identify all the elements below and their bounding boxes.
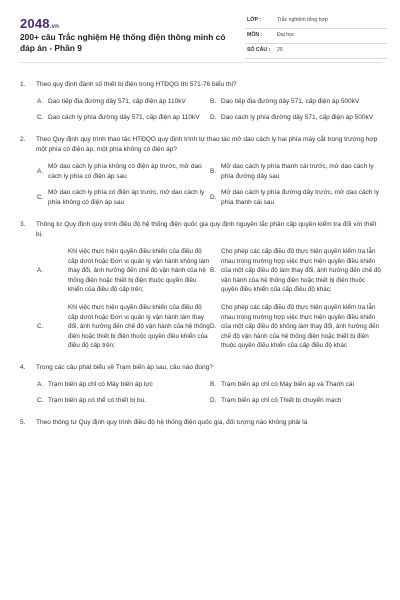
- option-letter: A.: [37, 98, 44, 105]
- option-b[interactable]: [210, 162, 382, 182]
- meta-label: MÔN :: [247, 32, 263, 38]
- meta-label: LỚP :: [247, 17, 262, 23]
- option-row: [37, 188, 382, 208]
- option-b[interactable]: [210, 247, 382, 295]
- meta-value: Trắc nghiệm tổng hợp: [277, 17, 328, 23]
- option-letter: A.: [37, 267, 43, 275]
- option-row: [37, 396, 382, 406]
- question-number: 5.: [20, 418, 26, 426]
- option-text: Trạm biến áp chỉ có Thiết bị chuyển mạch: [221, 396, 342, 404]
- option-text: Trạm biến áp chỉ có Máy biến áp lực: [48, 380, 153, 388]
- answer-options: [20, 380, 382, 406]
- meta-row-question-count: [245, 44, 387, 59]
- option-row: [37, 380, 382, 390]
- question-3: [20, 220, 382, 351]
- question-stem: [20, 220, 382, 240]
- question-text: Theo quy định đánh số thiết bị điện trong HTĐQG thì 571-76 biểu thị?: [36, 81, 237, 88]
- meta-value: 25: [277, 47, 283, 53]
- option-letter: D.: [210, 194, 217, 201]
- option-text: Dao tiếp địa đường dây 571, cấp điện áp 110kV: [48, 98, 186, 105]
- question-stem: [20, 135, 382, 155]
- document-title: 200+ câu Trắc nghiệm Hệ thống điện thông minh có đáp án - Phần 9: [20, 32, 226, 53]
- meta-label: SỐ CÂU :: [247, 47, 271, 53]
- option-text: Mở dao cách ly phía đường dây trước, mở dao cách ly phía thanh cái sau: [221, 189, 379, 206]
- option-text: Mở dao cách ly phía có điện áp trước, mở dao cách ly phía không có điện áp sau: [48, 189, 205, 206]
- option-row: [37, 247, 382, 295]
- option-d[interactable]: [210, 188, 382, 208]
- meta-row-subject: [245, 29, 387, 44]
- option-c[interactable]: [37, 303, 210, 351]
- option-letter: D.: [210, 114, 217, 121]
- question-number: 1.: [20, 81, 26, 88]
- question-stem: [20, 80, 382, 90]
- meta-value: Đại học: [277, 32, 295, 38]
- header-divider: [20, 62, 382, 63]
- option-text: Mở dao cách ly phía không có điện áp trước, mở dao cách ly phía có điện áp sau: [48, 163, 202, 180]
- option-text: Dao tiếp địa đường dây 571, cấp điện áp 500kV: [221, 98, 360, 105]
- option-letter: C.: [37, 323, 44, 331]
- question-text: Trong các câu phát biểu về Trạm biến áp sau, câu nào đúng?: [36, 363, 213, 371]
- question-number: 2.: [20, 136, 26, 143]
- answer-options: [20, 97, 382, 123]
- question-number: 4.: [20, 363, 26, 371]
- option-d[interactable]: [210, 396, 382, 406]
- option-text: Dao cách ly phía đường dây 571, cấp điện áp 500kV: [221, 114, 374, 121]
- option-text: Cho phép các cấp điều độ thực hiện quyền kiểm tra lẫn nhau trong trường hợp việc thực hiện quyền điều khiển của một cấp điều độ làm thay đổi, ảnh hưởng đến chế độ vận hành của hệ thống điện hoặc thiết bị điện thuộc quyền điều khiển của cấp điều độ khác;: [221, 248, 381, 294]
- option-text: Dao cách ly phía đường dây 571, cấp điện áp 110kV: [48, 114, 200, 121]
- meta-row-class: [245, 14, 387, 29]
- option-c[interactable]: [37, 188, 210, 208]
- option-d[interactable]: [210, 303, 382, 351]
- option-a[interactable]: [37, 162, 210, 182]
- option-row: [37, 97, 382, 107]
- option-a[interactable]: [37, 380, 210, 390]
- option-b[interactable]: [210, 380, 382, 390]
- option-letter: B.: [210, 98, 217, 105]
- option-row: [37, 113, 382, 123]
- question-text: Theo Quy định quy trình thao tác HTĐQG quy định trình tự thao tác mở dao cách ly hai phía máy cắt trong trường hợp một phía có điện áp, một phía không có điện áp?: [36, 136, 378, 153]
- option-letter: C.: [37, 114, 44, 121]
- metadata-table: [245, 14, 387, 59]
- option-row: [37, 162, 382, 182]
- question-stem: [20, 363, 382, 373]
- option-letter: C.: [37, 396, 44, 404]
- brand-suffix: .vn: [49, 24, 60, 30]
- option-letter: B.: [210, 168, 217, 175]
- option-a[interactable]: [37, 247, 210, 295]
- option-letter: B.: [210, 380, 217, 388]
- question-5: [20, 418, 382, 428]
- option-text: Mở dao cách ly phía thanh cái trước, mở dao cách ly phía đường dây sau: [221, 163, 374, 180]
- question-text: Thông tư Quy định quy trình điều độ hệ thống điện quốc gia quy định nguyên tắc phân cấp quyền kiểm tra đối với thiết bị.: [36, 221, 377, 238]
- option-text: Cho phép các cấp điều độ thực hiện quyền kiểm tra lẫn nhau trong trường hợp việc thực hiện quyền điều khiển của một cấp điều độ không làm thay đổi, ảnh hưởng đến chế độ vận hành của hệ thống điện hoặc thiết bị điện thuộc quyền điều khiển của cấp điều độ khác: [221, 303, 380, 350]
- option-letter: A.: [37, 168, 44, 175]
- option-b[interactable]: [210, 97, 382, 107]
- question-stem: [20, 418, 382, 428]
- question-2: [20, 135, 382, 208]
- option-a[interactable]: [37, 97, 210, 107]
- option-letter: D.: [210, 323, 217, 331]
- brand-name: 2048: [20, 16, 50, 31]
- option-c[interactable]: [37, 396, 210, 406]
- document-header: [20, 14, 382, 60]
- option-letter: B.: [210, 267, 216, 275]
- answer-options: [20, 247, 382, 351]
- option-text: Khi việc thực hiện quyền điều khiển của điều độ cấp dưới hoặc Đơn vị quản lý vận hành làm thay đổi, ảnh hưởng đến chế độ vận hành của hệ thống điện hoặc thiết bị điện thuộc quyền điều khiển của điều độ cấp trên;: [68, 303, 210, 350]
- option-text: Trạm biến áp chỉ có Máy biến áp và Thanh cái: [221, 380, 354, 388]
- option-letter: D.: [210, 396, 217, 404]
- option-text: Trạm biến áp có thể có thiết bị bù.: [48, 396, 147, 404]
- option-row: [37, 303, 382, 351]
- site-logo[interactable]: [20, 16, 59, 31]
- question-1: [20, 80, 382, 123]
- question-4: [20, 363, 382, 406]
- option-letter: C.: [37, 194, 44, 201]
- question-number: 3.: [20, 221, 26, 228]
- option-d[interactable]: [210, 113, 382, 123]
- question-list: [20, 80, 382, 440]
- question-text: Theo thông tư Quy định quy trình điều độ hệ thống điện quốc gia, đối tượng nào không phải là: [36, 418, 308, 426]
- option-c[interactable]: [37, 113, 210, 123]
- option-letter: A.: [37, 380, 44, 388]
- answer-options: [20, 162, 382, 208]
- option-text: Khi việc thực hiện quyền điều khiển của điều độ cấp dưới hoặc Đơn vị quản lý vận hành không làm thay đổi, ảnh hưởng đến chế độ vận hành của hệ thống điện hoặc thiết bị điện thuộc quyền điều khiển của điều độ cấp trên;: [68, 248, 210, 294]
